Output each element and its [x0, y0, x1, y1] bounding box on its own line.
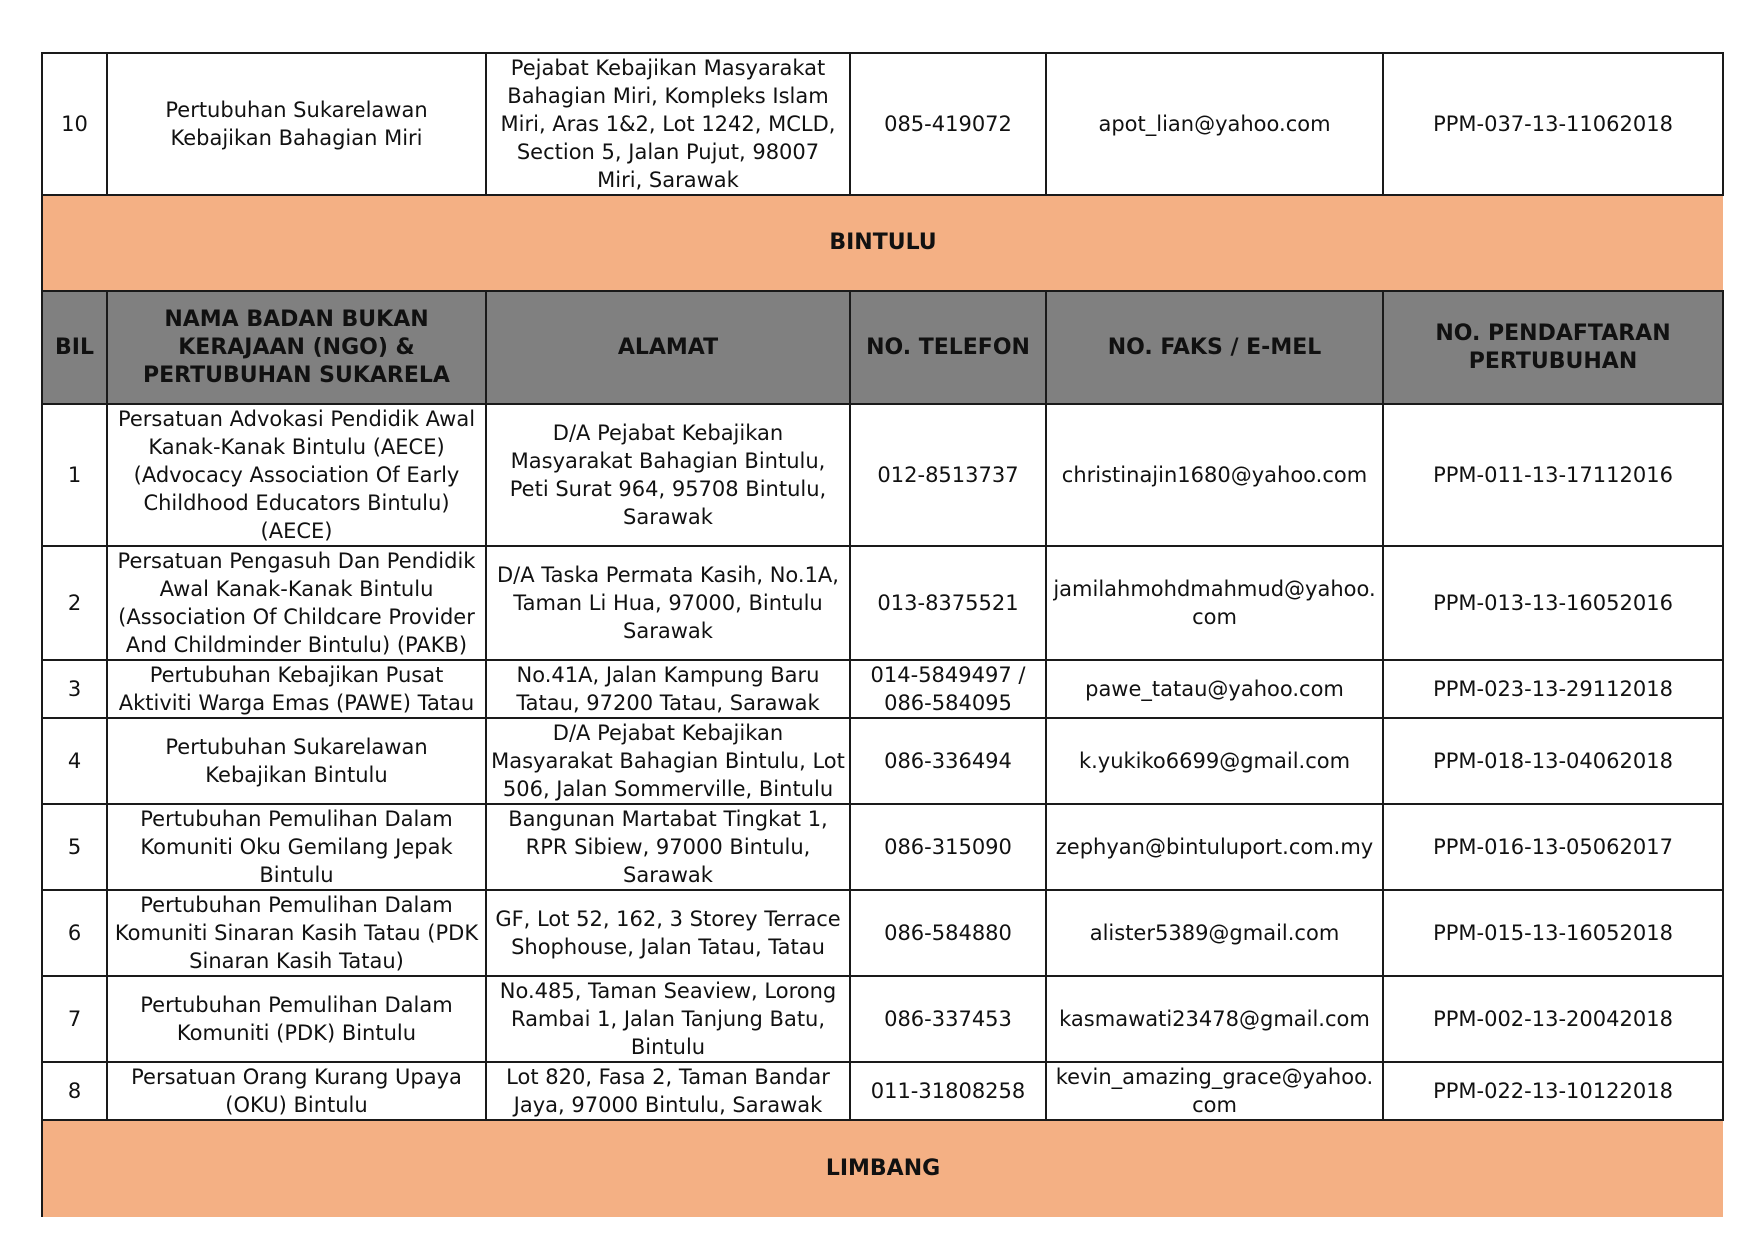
table-row: [42, 976, 1723, 1062]
cell-alamat: D/A Pejabat Kebajikan Masyarakat Bahagian Bintulu, Peti Surat 964, 95708 Bintulu, Sarawak: [486, 404, 850, 546]
table-row: [42, 804, 1723, 890]
col-header-alamat: ALAMAT: [486, 291, 850, 404]
table-header-row: [42, 291, 1723, 404]
cell-email: jamilahmohdmahmud@yahoo.com: [1046, 546, 1383, 660]
cell-alamat: GF, Lot 52, 162, 3 Storey Terrace Shophouse, Jalan Tatau, Tatau: [486, 890, 850, 976]
cell-nama: Pertubuhan Pemulihan Dalam Komuniti (PDK) Bintulu: [107, 976, 486, 1062]
cell-telefon: 086-584880: [850, 890, 1046, 976]
cell-pendaftaran: PPM-002-13-20042018: [1383, 976, 1723, 1062]
col-header-telefon: NO. TELEFON: [850, 291, 1046, 404]
cell-alamat: D/A Taska Permata Kasih, No.1A, Taman Li Hua, 97000, Bintulu Sarawak: [486, 546, 850, 660]
table-row: [42, 1062, 1723, 1120]
cell-nama: Persatuan Pengasuh Dan Pendidik Awal Kanak-Kanak Bintulu (Association Of Childcare Provider And Childminder Bintulu) (PAKB): [107, 546, 486, 660]
table-row: [42, 890, 1723, 976]
cell-email: zephyan@bintuluport.com.my: [1046, 804, 1383, 890]
cell-pendaftaran: PPM-016-13-05062017: [1383, 804, 1723, 890]
cell-bil: 3: [42, 660, 107, 718]
col-header-bil: BIL: [42, 291, 107, 404]
cell-pendaftaran: PPM-022-13-10122018: [1383, 1062, 1723, 1120]
region-row-limbang: [42, 1120, 1723, 1217]
cell-nama: Persatuan Orang Kurang Upaya (OKU) Bintulu: [107, 1062, 486, 1120]
col-header-pendaftaran: NO. PENDAFTARAN PERTUBUHAN: [1383, 291, 1723, 404]
cell-pendaftaran: PPM-013-13-16052016: [1383, 546, 1723, 660]
cell-nama: Persatuan Advokasi Pendidik Awal Kanak-Kanak Bintulu (AECE) (Advocacy Association Of Early Childhood Educators Bintulu) (AECE): [107, 404, 486, 546]
col-header-faks-email: NO. FAKS / E-MEL: [1046, 291, 1383, 404]
cell-telefon: 086-336494: [850, 718, 1046, 804]
cell-alamat: Pejabat Kebajikan Masyarakat Bahagian Miri, Kompleks Islam Miri, Aras 1&2, Lot 1242, MCLD, Section 5, Jalan Pujut, 98007 Miri, Sarawak: [486, 53, 850, 195]
cell-bil: 8: [42, 1062, 107, 1120]
cell-telefon: 014-5849497 / 086-584095: [850, 660, 1046, 718]
cell-alamat: No.485, Taman Seaview, Lorong Rambai 1, Jalan Tanjung Batu, Bintulu: [486, 976, 850, 1062]
table-row: [42, 660, 1723, 718]
cell-email: pawe_tatau@yahoo.com: [1046, 660, 1383, 718]
region-title-limbang: LIMBANG: [42, 1120, 1723, 1217]
ngo-directory-table: [41, 52, 1724, 1217]
cell-telefon: 011-31808258: [850, 1062, 1046, 1120]
cell-nama: Pertubuhan Sukarelawan Kebajikan Bahagian Miri: [107, 53, 486, 195]
cell-email: kasmawati23478@gmail.com: [1046, 976, 1383, 1062]
cell-nama: Pertubuhan Kebajikan Pusat Aktiviti Warga Emas (PAWE) Tatau: [107, 660, 486, 718]
cell-bil: 5: [42, 804, 107, 890]
region-title-bintulu: BINTULU: [42, 195, 1723, 291]
region-row-bintulu: [42, 195, 1723, 291]
cell-bil: 4: [42, 718, 107, 804]
table-row-miri-10: [42, 53, 1723, 195]
cell-bil: 2: [42, 546, 107, 660]
cell-bil: 10: [42, 53, 107, 195]
cell-nama: Pertubuhan Pemulihan Dalam Komuniti Sinaran Kasih Tatau (PDK Sinaran Kasih Tatau): [107, 890, 486, 976]
cell-email: kevin_amazing_grace@yahoo.com: [1046, 1062, 1383, 1120]
table-row: [42, 546, 1723, 660]
cell-telefon: 086-315090: [850, 804, 1046, 890]
table-row: [42, 404, 1723, 546]
cell-email: alister5389@gmail.com: [1046, 890, 1383, 976]
cell-pendaftaran: PPM-037-13-11062018: [1383, 53, 1723, 195]
cell-pendaftaran: PPM-011-13-17112016: [1383, 404, 1723, 546]
cell-telefon: 086-337453: [850, 976, 1046, 1062]
cell-nama: Pertubuhan Sukarelawan Kebajikan Bintulu: [107, 718, 486, 804]
cell-bil: 1: [42, 404, 107, 546]
cell-email: apot_lian@yahoo.com: [1046, 53, 1383, 195]
cell-alamat: Lot 820, Fasa 2, Taman Bandar Jaya, 97000 Bintulu, Sarawak: [486, 1062, 850, 1120]
cell-pendaftaran: PPM-023-13-29112018: [1383, 660, 1723, 718]
cell-pendaftaran: PPM-018-13-04062018: [1383, 718, 1723, 804]
cell-bil: 6: [42, 890, 107, 976]
cell-pendaftaran: PPM-015-13-16052018: [1383, 890, 1723, 976]
cell-bil: 7: [42, 976, 107, 1062]
col-header-nama: NAMA BADAN BUKAN KERAJAAN (NGO) & PERTUBUHAN SUKARELA: [107, 291, 486, 404]
cell-telefon: 013-8375521: [850, 546, 1046, 660]
cell-telefon: 012-8513737: [850, 404, 1046, 546]
cell-alamat: No.41A, Jalan Kampung Baru Tatau, 97200 Tatau, Sarawak: [486, 660, 850, 718]
table-row: [42, 718, 1723, 804]
cell-email: christinajin1680@yahoo.com: [1046, 404, 1383, 546]
cell-nama: Pertubuhan Pemulihan Dalam Komuniti Oku Gemilang Jepak Bintulu: [107, 804, 486, 890]
cell-email: k.yukiko6699@gmail.com: [1046, 718, 1383, 804]
cell-alamat: D/A Pejabat Kebajikan Masyarakat Bahagian Bintulu, Lot 506, Jalan Sommerville, Bintulu: [486, 718, 850, 804]
cell-alamat: Bangunan Martabat Tingkat 1, RPR Sibiew, 97000 Bintulu, Sarawak: [486, 804, 850, 890]
cell-telefon: 085-419072: [850, 53, 1046, 195]
bintulu-rows: [42, 404, 1723, 1120]
